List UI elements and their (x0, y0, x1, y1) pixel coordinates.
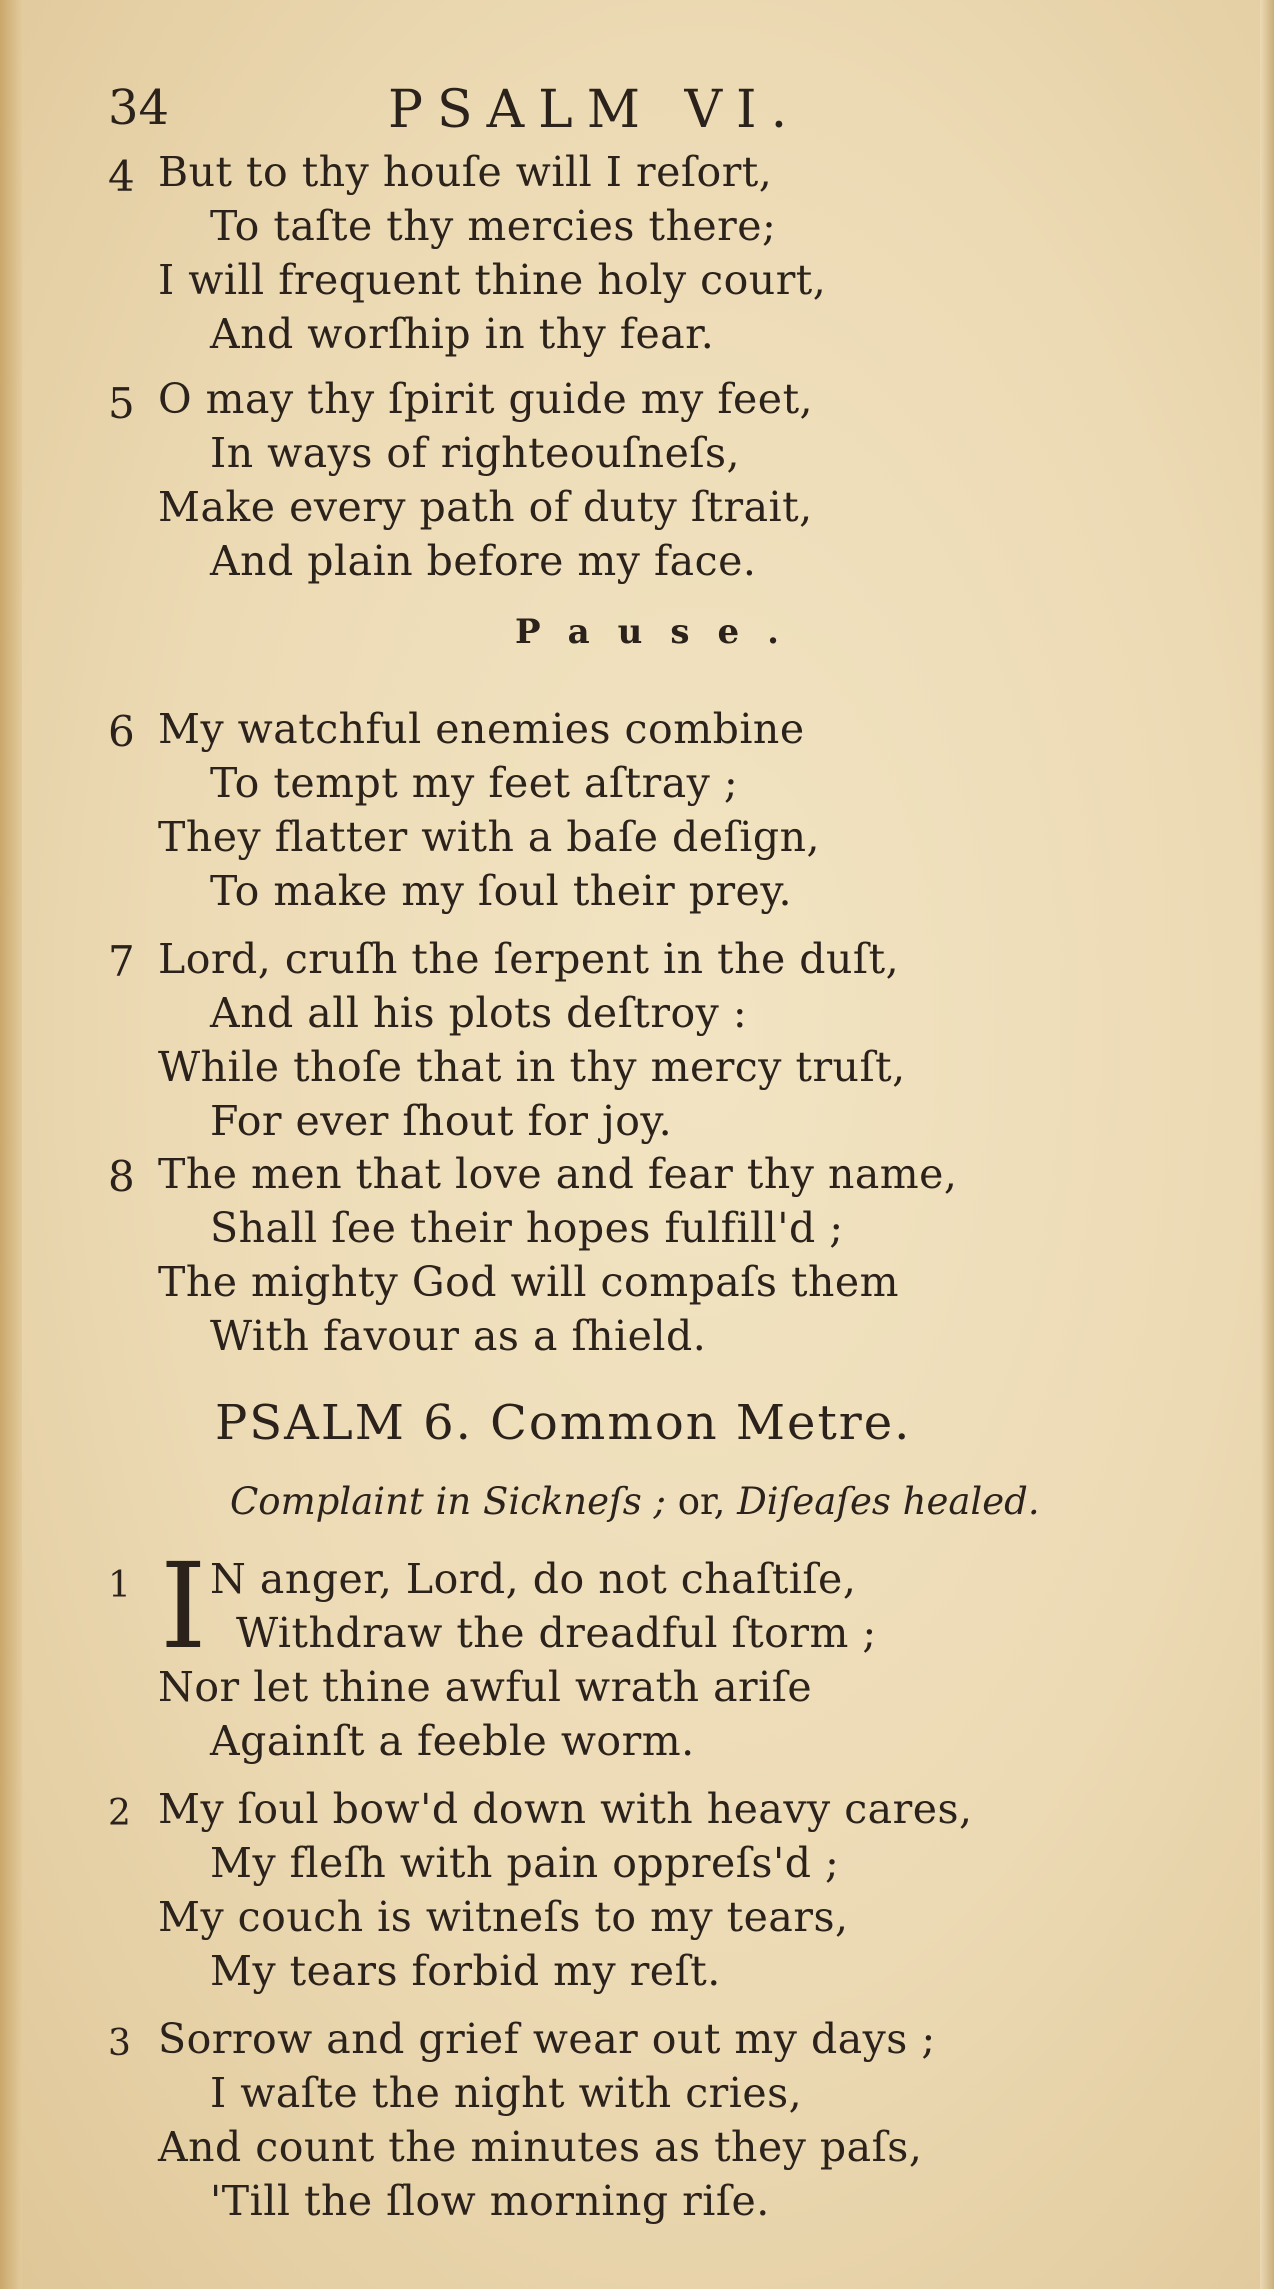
verse-line: To taſte thy mercies there; (210, 202, 777, 250)
verse-number: 6 (108, 707, 135, 756)
verse-line: Withdraw the dreadful ſtorm ; (236, 1609, 877, 1657)
verse-line: O may thy ſpirit guide my feet, (158, 375, 814, 423)
verse-number: 2 (108, 1793, 131, 1834)
page-number: 34 (108, 80, 170, 136)
verse-line: Sorrow and grief wear out my days ; (158, 2015, 936, 2063)
verse-line: My couch is witneſs to my tears, (158, 1893, 849, 1941)
verse-line: In ways of righteouſneſs, (210, 429, 741, 477)
verse-line: The mighty God will compaſs them (158, 1258, 900, 1306)
pause-heading: Pause. (515, 612, 808, 652)
verse-line: The men that love and fear thy name, (158, 1150, 958, 1198)
page-edge-right (1260, 0, 1274, 2289)
verse-line: And all his plots deſtroy : (210, 989, 748, 1037)
subtitle-part2: Diſeaſes healed. (737, 1480, 1040, 1523)
verse-line: 'Till the ſlow morning riſe. (210, 2177, 770, 2225)
verse-line: My tears forbid my reſt. (210, 1947, 721, 1995)
running-title: PSALM VI. (388, 80, 802, 140)
verse-line: Shall ſee their hopes fulfill'd ; (210, 1204, 844, 1252)
verse-line: To make my ſoul their prey. (210, 867, 793, 915)
verse-line: And count the minutes as they paſs, (158, 2123, 923, 2171)
verse-line: To tempt my feet aſtray ; (210, 759, 739, 807)
verse-line: Make every path of duty ſtrait, (158, 483, 813, 531)
verse-number: 5 (108, 379, 135, 428)
verse-line: With favour as a ſhield. (210, 1312, 707, 1360)
verse-line: But to thy houſe will I reſort, (158, 148, 773, 196)
subtitle-connector: or, (677, 1480, 726, 1523)
verse-line: And plain before my face. (210, 537, 757, 585)
verse-line: Againſt a feeble worm. (210, 1717, 695, 1765)
verse-line: Lord, cruſh the ſerpent in the duſt, (158, 935, 900, 983)
verse-line: I will frequent thine holy court, (158, 256, 827, 304)
drop-cap: I (160, 1537, 207, 1675)
verse-line: N anger, Lord, do not chaſtiſe, (210, 1555, 857, 1603)
verse-line: My watchful enemies combine (158, 705, 805, 753)
verse-line: They flatter with a baſe deſign, (158, 813, 821, 861)
psalm-subtitle (230, 1480, 1040, 1523)
verse-number: 7 (108, 937, 135, 986)
verse-line: I waſte the night with cries, (210, 2069, 803, 2117)
psalm-heading: PSALM 6. Common Metre. (215, 1395, 912, 1451)
verse-line: And worſhip in thy fear. (210, 310, 715, 358)
verse-line: Nor let thine awful wrath ariſe (158, 1663, 813, 1711)
verse-number: 8 (108, 1152, 135, 1201)
verse-line: My ſoul bow'd down with heavy cares, (158, 1785, 973, 1833)
page-edge-left (0, 0, 22, 2289)
verse-number: 4 (108, 152, 135, 201)
verse-line: My fleſh with pain oppreſs'd ; (210, 1839, 840, 1887)
verse-number: 3 (108, 2023, 131, 2064)
verse-line: For ever ſhout for joy. (210, 1097, 673, 1145)
verse-line: While thoſe that in thy mercy truſt, (158, 1043, 906, 1091)
verse-number: 1 (108, 1565, 131, 1606)
subtitle-part1: Complaint in Sickneſs ; (230, 1480, 666, 1523)
